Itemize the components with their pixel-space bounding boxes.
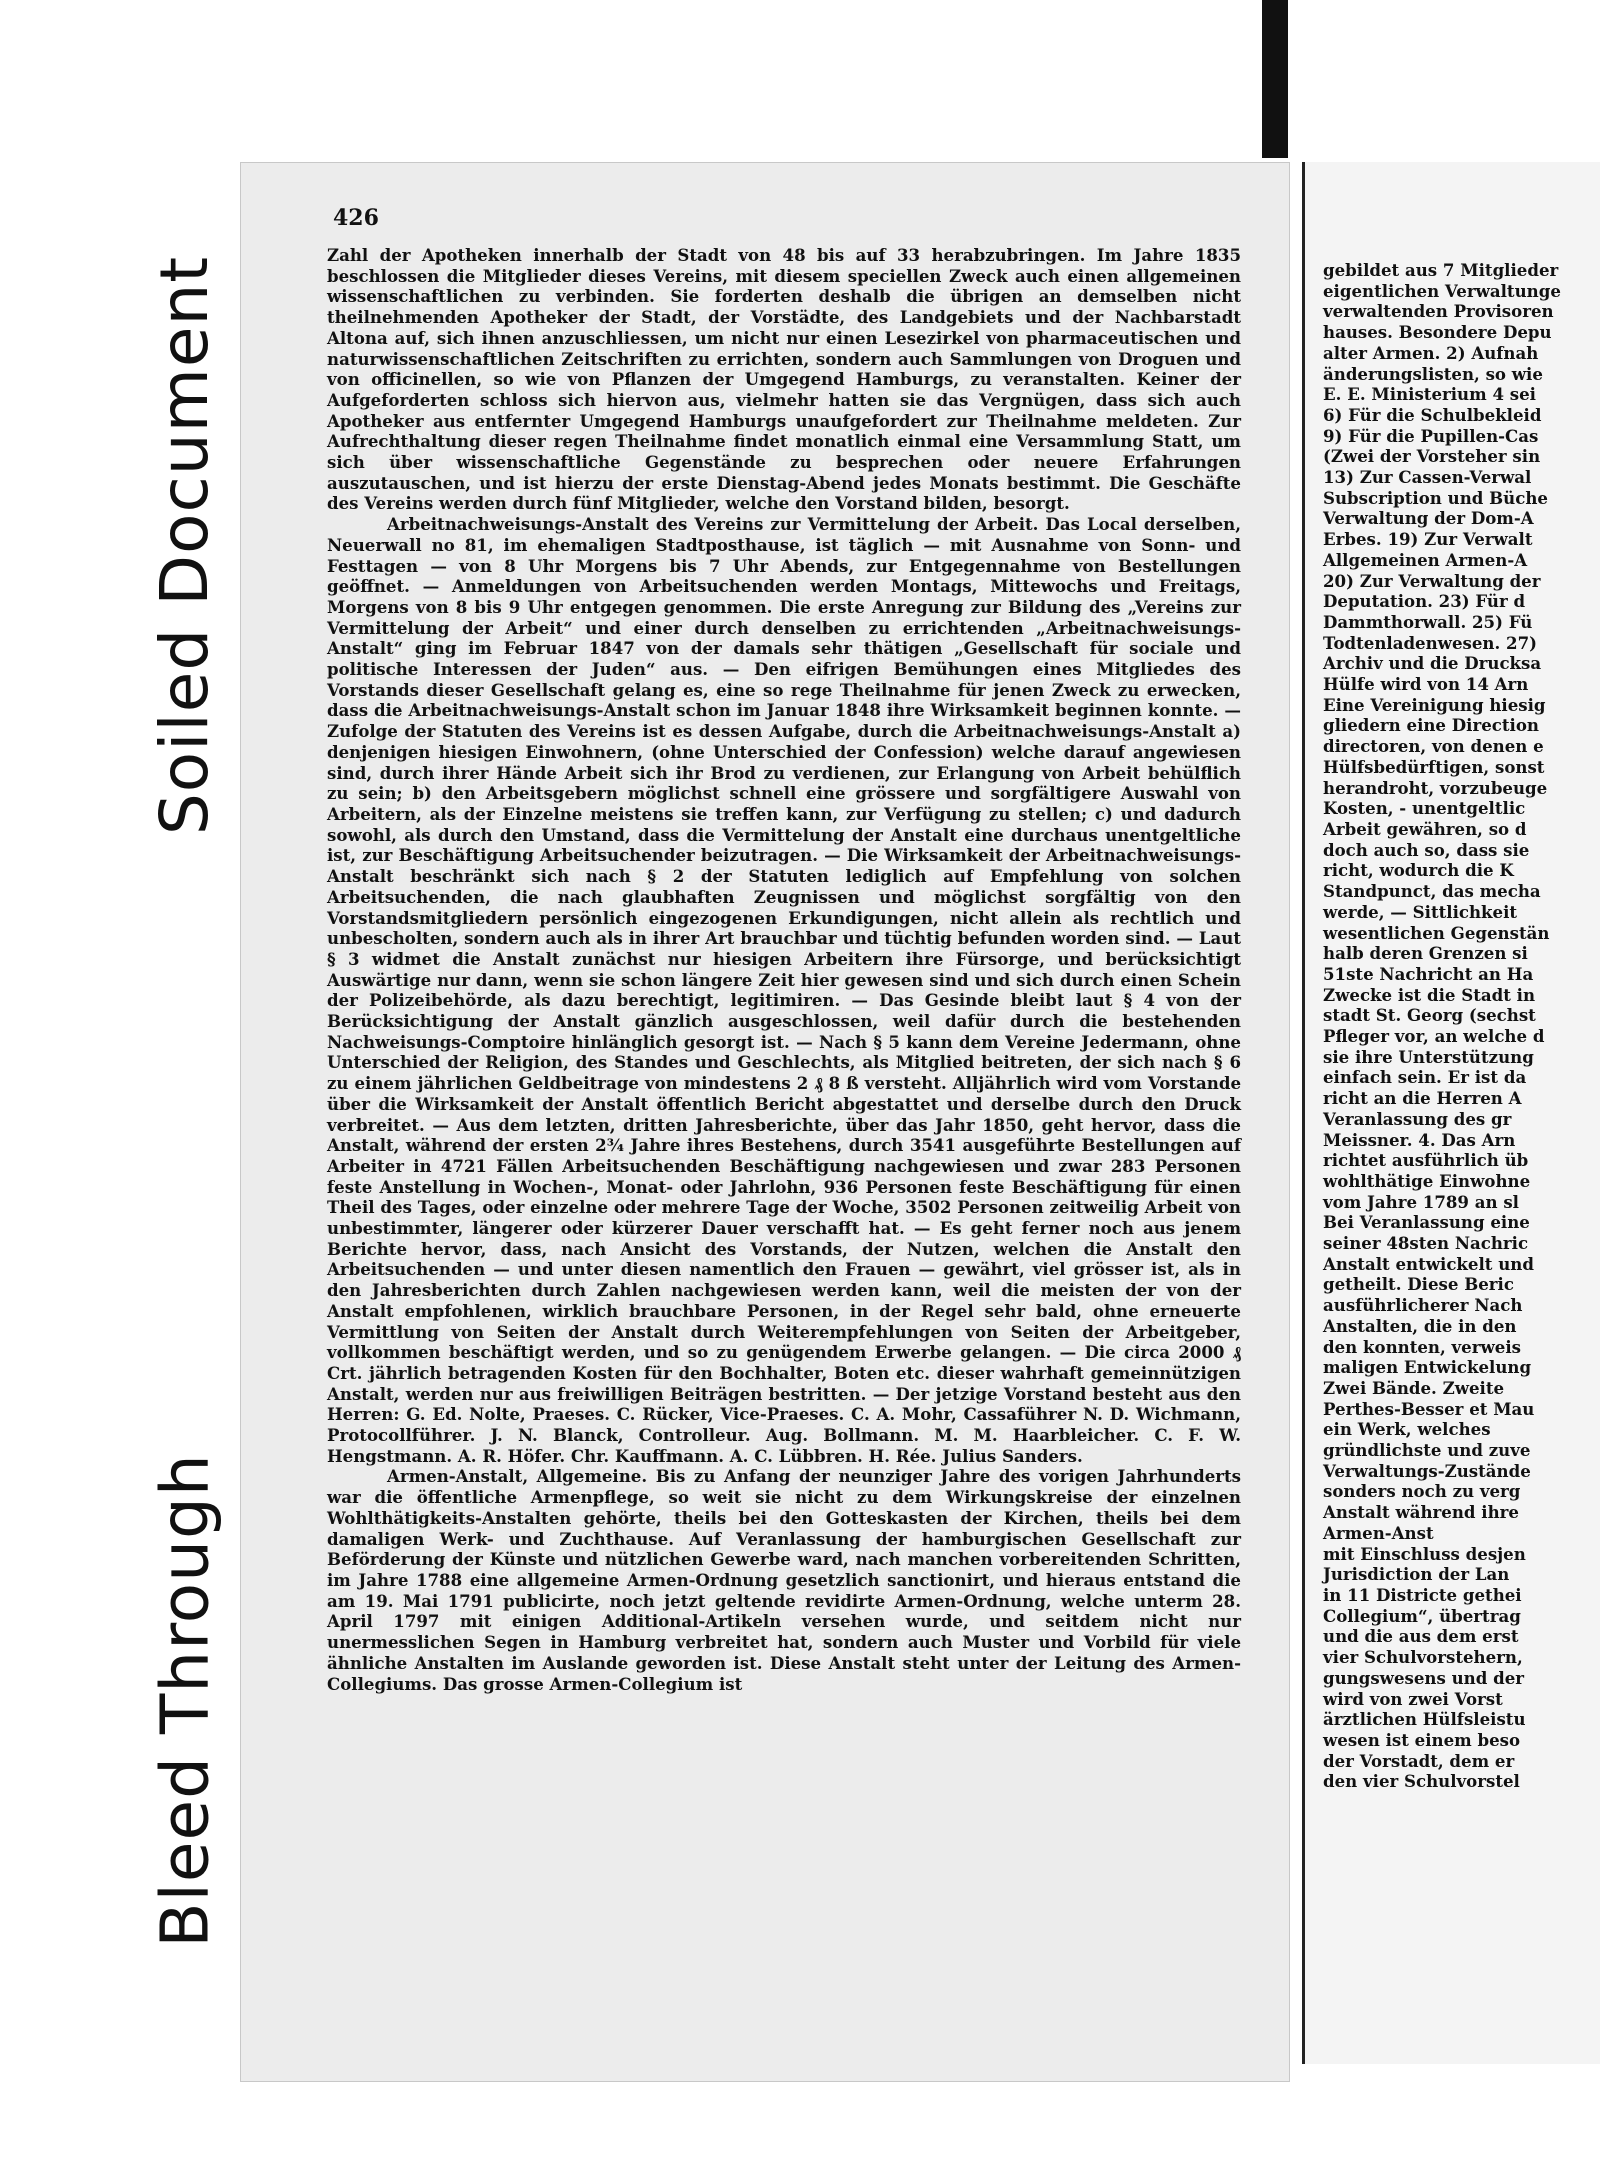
right-page-line: 6) Für die Schulbekleid <box>1323 404 1542 425</box>
right-page-line: 13) Zur Cassen-Verwal <box>1323 467 1532 488</box>
right-page-line: Arbeit gewähren, so d <box>1323 818 1527 839</box>
right-page-line: Dammthorwall. 25) Fü <box>1323 611 1533 632</box>
right-page-line: Meissner. 4. Das Arn <box>1323 1129 1516 1150</box>
right-page-line: herandroht, vorzubeuge <box>1323 777 1548 798</box>
right-page-line: den konnten, verweis <box>1323 1336 1521 1357</box>
right-page-line: ausführlicherer Nach <box>1323 1295 1523 1316</box>
right-page-line: gebildet aus 7 Mitglieder <box>1323 260 1559 280</box>
right-page-line: Anstalt entwickelt und <box>1323 1253 1534 1274</box>
right-page-line: ärztlichen Hülfsleistu <box>1323 1709 1526 1730</box>
right-page-line: Bei Veranlassung eine <box>1323 1212 1530 1233</box>
right-page-line: den vier Schulvorstel <box>1323 1771 1520 1792</box>
right-page-line: getheilt. Diese Beric <box>1323 1274 1514 1295</box>
right-page-line: richtet ausführlich üb <box>1323 1150 1529 1171</box>
right-page-line: Perthes-Besser et Mau <box>1323 1398 1535 1419</box>
left-page <box>240 162 1290 2082</box>
right-page-line: einfach sein. Er ist da <box>1323 1067 1527 1088</box>
right-page-line: gungswesens und der <box>1323 1667 1525 1688</box>
right-page-line: wesentlichen Gegenstän <box>1323 922 1550 943</box>
right-page-line: richt an die Herren A <box>1323 1088 1522 1109</box>
right-page-line: vier Schulvorstehern, <box>1323 1647 1523 1668</box>
left-page-text <box>327 245 1241 1694</box>
right-page-line: hauses. Besondere Depu <box>1323 322 1552 343</box>
bleed-through-label: Bleed Through <box>146 1452 224 1948</box>
right-page-line: Armen-Anst <box>1323 1522 1434 1543</box>
page-number: 426 <box>333 205 379 231</box>
right-page-line: Archiv und die Drucksa <box>1323 653 1542 674</box>
right-page-fragment <box>1302 162 1600 2064</box>
right-page-line: gliedern eine Direction <box>1323 715 1539 736</box>
right-page-line: alter Armen. 2) Aufnah <box>1323 342 1539 363</box>
binding-shadow <box>1262 0 1288 158</box>
right-page-line: vom Jahre 1789 an sl <box>1323 1191 1519 1212</box>
right-page-line: sonders noch zu verg <box>1323 1481 1521 1502</box>
right-page-line: Jurisdiction der Lan <box>1323 1564 1510 1585</box>
right-page-line: wird von zwei Vorst <box>1323 1688 1503 1709</box>
paragraph-apotheker: Zahl der Apotheken innerhalb der Stadt von 48 bis auf 33 herabzubringen. Im Jahre 1835 beschlossen die Mitglieder dieses Vereins, mit diesem speciellen Zweck auch einen allgemeinen wissenschaftlichen zu verbinden. Sie forderten deshalb die übrigen an demselben nicht theilnehmenden Apotheker der Stadt, der Vorstädte, des Landgebiets und der Nachbarstadt Altona auf, sich ihnen anzuschliessen, um nicht nur einen Lesezirkel von pharmaceutischen und naturwissenschaftlichen Zeitschriften zu errichten, sondern auch Sammlungen von Droguen und von officinellen, so wie von Pflanzen der Umgegend Hamburgs, zu veranstalten. Keiner der Aufgeforderten schloss sich hiervon aus, vielmehr hatten sie das Vergnügen, dass sich auch Apotheker aus entfernter Umgegend Hamburgs unaufgefordert zur Theilnahme meldeten. Zur Aufrechthaltung dieser regen Theilnahme findet monatlich einmal eine Versammlung Statt, um sich über wissenschaftliche Gegenstände zu besprechen oder neuere Erfahrungen auszutauschen, und ist hierzu der erste Dienstag-Abend jedes Monats bestimmt. Die Geschäfte des Vereins werden durch fünf Mitglieder, welche den Vorstand bilden, besorgt. <box>327 245 1241 514</box>
right-page-line: 9) Für die Pupillen-Cas <box>1323 425 1539 446</box>
right-page-line: Pfleger vor, an welche d <box>1323 1026 1545 1047</box>
right-page-line: eigentlichen Verwaltunge <box>1323 280 1561 301</box>
right-page-line: (Zwei der Vorsteher sin <box>1323 446 1541 467</box>
right-page-line: maligen Entwickelung <box>1323 1357 1532 1378</box>
right-page-line: Hülfe wird von 14 Arn <box>1323 674 1529 695</box>
right-page-line: gründlichste und zuve <box>1323 1440 1531 1461</box>
right-page-line: ein Werk, welches <box>1323 1419 1491 1440</box>
right-page-line: Verwaltung der Dom-A <box>1323 508 1534 529</box>
right-page-line: der Vorstadt, dem er <box>1323 1750 1515 1771</box>
right-page-line: Anstalt während ihre <box>1323 1502 1519 1523</box>
paragraph-arbeitnachweisung: Arbeitnachweisungs-Anstalt des Vereins zur Vermittelung der Arbeit. Das Local derselben, Neuerwall no 81, im ehemaligen Stadtposthause, ist täglich — mit Ausnahme von Sonn- und Festtagen — von 8 Uhr Morgens bis 7 Uhr Abends, zur Entgegennahme von Bestellungen geöffnet. — Anmeldungen von Arbeitsuchenden werden Montags, Mittewochs und Freitags, Morgens von 8 bis 9 Uhr entgegen genommen. Die erste Anregung zur Bildung des „Vereins zur Vermittelung der Arbeit“ und einer durch denselben zu errichtenden „Arbeitnachweisungs-Anstalt“ ging im Februar 1847 von der damals sehr thätigen „Gesellschaft für sociale und politische Interessen der Juden“ aus. — Den eifrigen Bemühungen eines Mitgliedes des Vorstands dieser Gesellschaft gelang es, eine so rege Theilnahme für jenen Zweck zu erwecken, dass die Arbeitnachweisungs-Anstalt schon im Januar 1848 ihre Wirksamkeit beginnen konnte. — Zufolge der Statuten des Vereins ist es dessen Aufgabe, durch die Arbeitnachweisungs-Anstalt a) denjenigen hiesigen Einwohnern, (ohne Unterschied der Confession) welche darauf angewiesen sind, durch ihrer Hände Arbeit sich ihr Brod zu verdienen, zur Erlangung von Arbeit behülflich zu sein; b) den Arbeitsgebern möglichst schnell eine grössere und sorgfältigere Auswahl von Arbeitern, als der Einzelne meistens sie treffen kann, zur Verfügung zu stellen; c) und dadurch sowohl, als durch den Umstand, dass die Vermittelung der Anstalt eine durchaus unentgeltliche ist, zur Beschäftigung Arbeitsuchender beizutragen. — Die Wirksamkeit der Arbeitnachweisungs-Anstalt beschränkt sich nach § 2 der Statuten lediglich auf Empfehlung von solchen Arbeitsuchenden, die nach glaubhaften Zeugnissen und möglichst sorgfältig von den Vorstandsmitgliedern persönlich eingezogenen Erkundigungen, nicht allein als rechtlich und unbescholten, sondern auch als in ihrer Art brauchbar und tüchtig befunden worden sind. — Laut § 3 widmet die Anstalt zunächst nur hiesigen Arbeitern ihre Fürsorge, und berücksichtigt Auswärtige nur dann, wenn sie schon längere Zeit hier gewesen sind und sich durch einen Schein der Polizeibehörde, als dazu berechtigt, legitimiren. — Das Gesinde bleibt laut § 4 von der Berücksichtigung der Anstalt gänzlich ausgeschlossen, weil dafür durch die bestehenden Nachweisungs-Comptoire hinlänglich gesorgt ist. — Nach § 5 kann dem Vereine Jedermann, ohne Unterschied der Religion, des Standes und Geschlechts, als Mitglied beitreten, der sich nach § 6 zu einem jährlichen Geldbeitrage von mindestens 2 ₰ 8 ß versteht. Alljährlich wird vom Vorstande über die Wirksamkeit der Anstalt öffentlich Bericht abgestattet und derselbe durch den Druck verbreitet. — Aus dem letzten, dritten Jahresberichte, über das Jahr 1850, geht hervor, dass die Anstalt, während der ersten 2¾ Jahre ihres Bestehens, durch 3541 ausgeführte Bestellungen auf Arbeiter in 4721 Fällen Arbeitsuchenden Beschäftigung nachgewiesen und zwar 283 Personen feste Anstellung in Wochen-, Monat- oder Jahrlohn, 936 Personen feste Beschäftigung für einen Theil des Tages, oder einzelne oder mehrere Tage der Woche, 3502 Personen zeitweilig Arbeit von unbestimmter, längerer oder kürzerer Dauer verschafft hat. — Es geht ferner noch aus jenem Berichte hervor, dass, nach Ansicht des Vorstands, der Nutzen, welchen die Anstalt den Arbeitsuchenden — und unter diesen namentlich den Frauen — gewährt, viel grösser ist, als in den Jahresberichten durch Zahlen nachgewiesen werden kann, weil die meisten der von der Anstalt empfohlenen, wirklich brauchbare Personen, in der Regel sehr bald, ohne erneuerte Vermittlung von Seiten der Anstalt durch Weiterempfehlungen von Seiten der Arbeitgeber, vollkommen beschäftigt werden, und so zu genügendem Erwerbe gelangen. — Die circa 2000 ₰ Crt. jährlich betragenden Kosten für den Bochhalter, Boten etc. dieser wahrhaft gemeinnützigen Anstalt, werden nur aus freiwilligen Beiträgen bestritten. — Der jetzige Vorstand besteht aus den Herren: G. Ed. Nolte, Praeses. C. Rücker, Vice-Praeses. C. A. Mohr, Cassaführer N. D. Wichmann, Protocollführer. J. N. Blanck, Controlleur. Aug. Bollmann. M. M. Haarbleicher. C. F. W. Hengstmann. A. R. Höfer. Chr. Kauffmann. A. C. Lübbren. H. Rée. Julius Sanders. <box>327 514 1241 1466</box>
right-page-line: E. E. Ministerium 4 sei <box>1323 384 1536 405</box>
right-page-line: Subscription und Büche <box>1323 487 1548 508</box>
right-page-line: Verwaltungs-Zustände <box>1323 1460 1531 1481</box>
right-page-line: Kosten, - unentgeltlic <box>1323 798 1526 819</box>
right-page-line: sie ihre Unterstützung <box>1323 1046 1534 1067</box>
right-page-line: in 11 Districte gethei <box>1323 1585 1522 1605</box>
right-page-line: wesen ist einem beso <box>1323 1729 1521 1750</box>
right-page-line: Erbes. 19) Zur Verwalt <box>1323 529 1533 550</box>
paragraph-armen-anstalt: Armen-Anstalt, Allgemeine. Bis zu Anfang der neunziger Jahre des vorigen Jahrhunderts war die öffentliche Armenpflege, so weit sie nicht zu dem Wirkungskreise der einzelnen Wohlthätigkeits-Anstalten gehörte, theils bei den Gotteskasten der Kirchen, theils bei dem damaligen Werk- und Zuchthause. Auf Veranlassung der hamburgischen Gesellschaft zur Beförderung der Künste und nützlichen Gewerbe ward, nach manchen vorbereitenden Schritten, im Jahre 1788 eine allgemeine Armen-Ordnung gesetzlich sanctionirt, und hieraus entstand die am 19. Mai 1791 publicirte, noch jetzt geltende revidirte Armen-Ordnung, welche unterm 28. April 1797 mit einigen Additional-Artikeln versehen wurde, und seitdem nicht nur unermesslichen Segen in Hamburg verbreitet hat, sondern auch Muster und Vorbild für viele ähnliche Anstalten im Auslande geworden ist. Diese Anstalt steht unter der Leitung des Armen-Collegiums. Das grosse Armen-Collegium ist <box>327 1466 1241 1694</box>
right-page-line: mit Einschluss desjen <box>1323 1543 1526 1564</box>
right-page-line: seiner 48sten Nachric <box>1323 1233 1529 1254</box>
right-page-line: 51ste Nachricht an Ha <box>1323 963 1534 984</box>
right-page-line: directoren, von denen e <box>1323 736 1544 757</box>
soiled-document-label: Soiled Document <box>146 255 224 835</box>
right-page-line: 20) Zur Verwaltung der <box>1323 570 1541 591</box>
right-page-line: stadt St. Georg (sechst <box>1323 1005 1536 1026</box>
right-page-line: werde, — Sittlichkeit <box>1323 901 1518 922</box>
right-page-line: richt, wodurch die K <box>1323 860 1514 881</box>
right-page-line: Veranlassung des gr <box>1323 1108 1512 1129</box>
right-page-line: verwaltenden Provisoren <box>1323 301 1554 322</box>
right-page-line: Deputation. 23) Für d <box>1323 591 1526 612</box>
right-page-line: halb deren Grenzen si <box>1323 943 1528 964</box>
right-page-line: Todtenladenwesen. 27) <box>1323 632 1537 653</box>
right-page-text <box>1323 260 1600 1792</box>
right-page-line: Zwecke ist die Stadt in <box>1323 984 1536 1005</box>
right-page-line: änderungslisten, so wie <box>1323 363 1543 384</box>
right-page-line: Hülfsbedürftigen, sonst <box>1323 756 1545 777</box>
right-page-line: Zwei Bände. Zweite <box>1323 1377 1505 1398</box>
right-page-line: wohlthätige Einwohne <box>1323 1170 1531 1191</box>
right-page-line: Collegium“, übertrag <box>1323 1605 1521 1626</box>
right-page-line: doch auch so, dass sie <box>1323 839 1530 860</box>
right-page-line: und die aus dem erst <box>1323 1626 1519 1647</box>
right-page-line: Allgemeinen Armen-A <box>1323 549 1528 570</box>
right-page-line: Anstalten, die in den <box>1323 1315 1517 1336</box>
right-page-line: Standpunct, das mecha <box>1323 881 1541 902</box>
right-page-line: Eine Vereinigung hiesig <box>1323 694 1546 715</box>
